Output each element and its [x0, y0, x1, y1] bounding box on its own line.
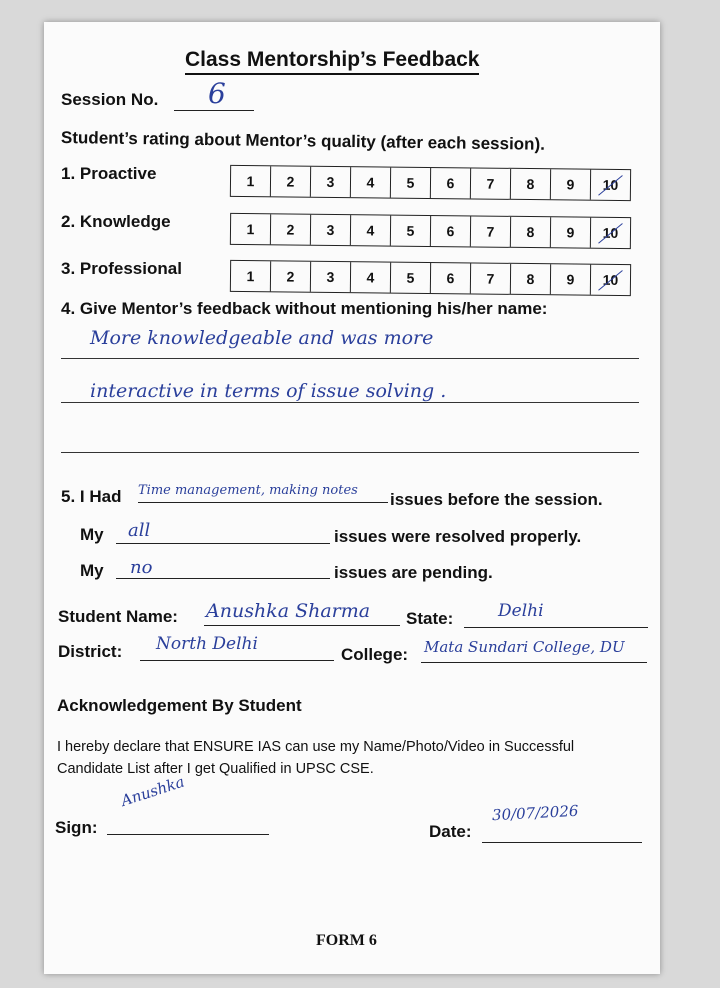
feedback-form-sheet [44, 22, 660, 974]
rating-cell[interactable]: 3 [311, 215, 351, 245]
page-title: Class Mentorship’s Feedback [185, 48, 479, 75]
rating-cell-selected[interactable]: 10 [591, 265, 630, 295]
college-label: College: [341, 645, 409, 664]
form-number: FORM 6 [316, 932, 377, 949]
state-underline [464, 627, 648, 628]
rating-cell[interactable]: 8 [511, 264, 551, 294]
rating-cell[interactable]: 7 [471, 216, 511, 246]
q5-resolved-my-label: My [80, 525, 104, 544]
district-underline [140, 660, 334, 661]
college-underline [421, 662, 647, 663]
rating-cell[interactable]: 1 [231, 214, 271, 244]
q5-resolved-suffix: issues were resolved properly. [334, 527, 582, 546]
ack-line-1: I hereby declare that ENSURE IAS can use my Name/Photo/Video in Successful [57, 739, 575, 755]
q5-resolved-underline [116, 543, 330, 544]
student-name-value[interactable]: Anushka Sharma [206, 600, 371, 622]
rating-cell-selected[interactable]: 10 [591, 170, 630, 200]
feedback-label: 4. Give Mentor’s feedback without mentioning his/her name: [61, 299, 548, 318]
rating-cell[interactable]: 6 [431, 216, 471, 246]
rating-cell[interactable]: 2 [271, 214, 311, 244]
rating-cell[interactable]: 8 [511, 217, 551, 247]
rating-cell-selected[interactable]: 10 [591, 218, 630, 248]
rating-label-proactive: 1. Proactive [61, 164, 157, 183]
feedback-line-1[interactable]: More knowledgeable and was more [90, 327, 434, 349]
session-underline [174, 110, 254, 111]
rating-cell[interactable]: 6 [431, 168, 471, 198]
rating-cell[interactable]: 4 [351, 167, 391, 197]
feedback-line-2[interactable]: interactive in terms of issue solving . [90, 380, 447, 402]
q5-pending-my-label: My [80, 561, 104, 580]
rating-scale-knowledge [230, 213, 631, 249]
rating-cell[interactable]: 1 [231, 261, 271, 291]
rating-cell[interactable]: 6 [431, 263, 471, 293]
rating-cell[interactable]: 5 [391, 168, 431, 198]
rating-cell[interactable]: 3 [311, 262, 351, 292]
district-label: District: [58, 642, 123, 661]
rating-scale-proactive [230, 165, 631, 201]
q5-resolved-value[interactable]: all [128, 520, 151, 541]
rating-cell[interactable]: 4 [351, 215, 391, 245]
state-value[interactable]: Delhi [498, 601, 544, 621]
session-value: 6 [208, 77, 226, 110]
session-label: Session No. [61, 90, 159, 109]
q5-had-suffix: issues before the session. [390, 490, 603, 509]
rating-cell[interactable]: 7 [471, 168, 511, 198]
signature[interactable]: Anushka [118, 772, 187, 810]
q5-pending-suffix: issues are pending. [334, 563, 493, 582]
q5-pending-value[interactable]: no [130, 557, 153, 578]
rating-heading: Student’s rating about Mentor’s quality (after each session). [60, 128, 546, 154]
rating-cell[interactable]: 7 [471, 263, 511, 293]
sign-label: Sign: [55, 818, 98, 837]
ack-line-2: Candidate List after I get Qualified in UPSC CSE. [57, 761, 374, 777]
college-value[interactable]: Mata Sundari College, DU [424, 638, 625, 656]
q5-had-underline [138, 502, 388, 503]
rating-label-professional: 3. Professional [61, 259, 182, 278]
date-value[interactable]: 30/07/2026 [491, 801, 579, 825]
feedback-rule-1 [61, 358, 639, 359]
q5-had-label: 5. I Had [61, 487, 122, 506]
rating-cell[interactable]: 3 [311, 167, 351, 197]
rating-scale-professional [230, 260, 631, 296]
ack-heading: Acknowledgement By Student [57, 696, 302, 715]
rating-cell[interactable]: 5 [391, 216, 431, 246]
rating-cell[interactable]: 2 [271, 261, 311, 291]
q5-pending-underline [116, 578, 330, 579]
rating-label-knowledge: 2. Knowledge [61, 212, 171, 231]
date-label: Date: [429, 822, 472, 841]
feedback-rule-3 [61, 452, 639, 453]
student-name-label: Student Name: [58, 607, 178, 626]
sign-underline [107, 834, 269, 835]
rating-cell[interactable]: 2 [271, 166, 311, 196]
rating-cell[interactable]: 5 [391, 263, 431, 293]
district-value[interactable]: North Delhi [156, 634, 258, 654]
rating-cell[interactable]: 4 [351, 262, 391, 292]
q5-had-value[interactable]: Time management, making notes [138, 483, 358, 498]
rating-cell[interactable]: 9 [551, 217, 591, 247]
rating-cell[interactable]: 8 [511, 169, 551, 199]
date-underline [482, 842, 642, 843]
state-label: State: [406, 609, 454, 628]
rating-cell[interactable]: 9 [551, 264, 591, 294]
rating-cell[interactable]: 1 [231, 166, 271, 196]
feedback-rule-2 [61, 402, 639, 403]
rating-cell[interactable]: 9 [551, 169, 591, 199]
student-name-underline [204, 625, 400, 626]
